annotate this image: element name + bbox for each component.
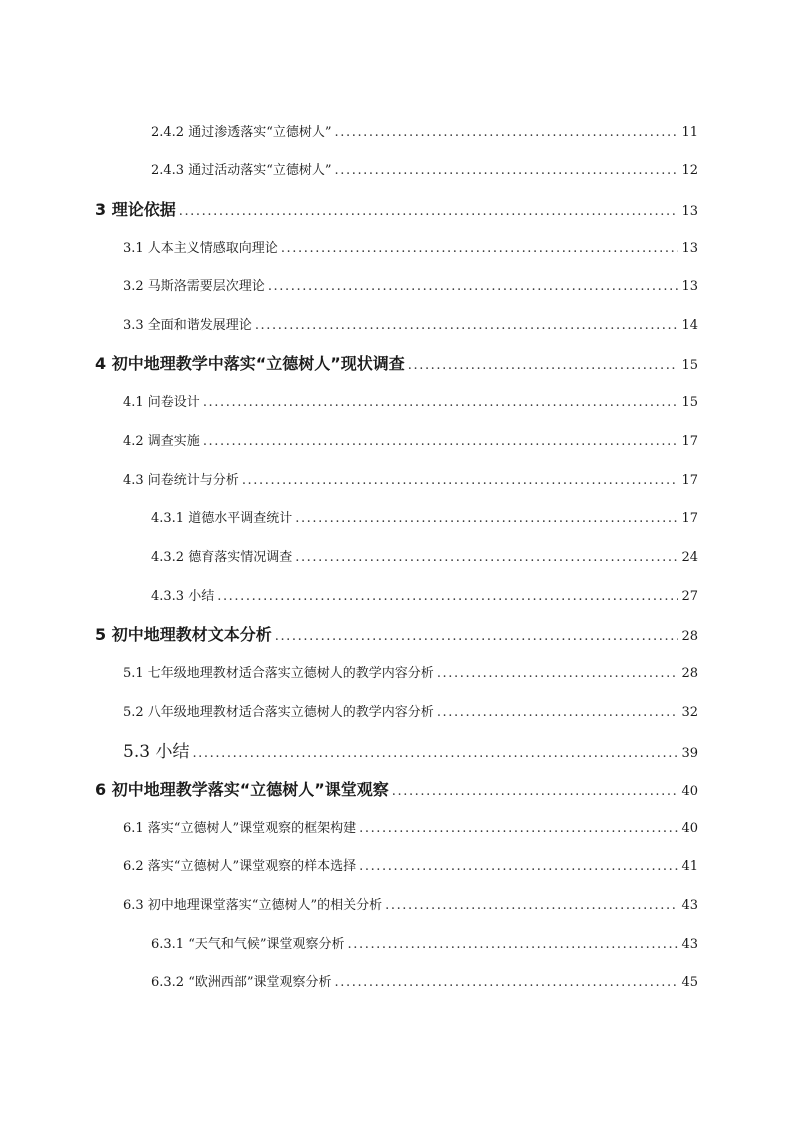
toc-entry[interactable] [123,855,698,874]
toc-entry-label: 5.3 小结 [123,742,190,762]
toc-entry-page: 32 [681,705,698,720]
dot-leader [268,279,679,294]
toc-entry-page: 45 [681,975,698,990]
dot-leader [335,975,679,990]
toc-entry-page: 13 [681,204,698,219]
toc-entry[interactable] [123,314,698,333]
dot-leader [335,163,679,178]
toc-entry[interactable] [123,430,698,449]
dot-leader [275,629,679,644]
toc-entry[interactable] [95,777,698,800]
toc-entry-page: 28 [681,629,698,644]
toc-entry[interactable] [151,546,698,565]
toc-entry[interactable] [95,622,698,645]
toc-entry-label: 3 理论依据 [95,200,176,219]
toc-entry-label: 6.1 落实“立德树人”课堂观察的框架构建 [123,821,357,836]
dot-leader [192,746,678,761]
toc-entry-label: 2.4.2 通过渗透落实“立德树人” [151,125,332,140]
toc-entry-label: 6.3 初中地理课堂落实“立德树人”的相关分析 [123,898,383,913]
toc-entry-page: 24 [681,550,698,565]
toc-entry-label: 6 初中地理教学落实“立德树人”课堂观察 [95,780,389,799]
toc-entry-page: 40 [681,784,698,799]
dot-leader [217,589,678,604]
toc-entry-label: 6.3.1 “天气和气候”课堂观察分析 [151,937,345,952]
dot-leader [242,473,679,488]
toc-entry-page: 41 [681,859,698,874]
toc-entry-page: 28 [681,666,698,681]
dot-leader [385,898,678,913]
toc-entry-label: 3.1 人本主义情感取向理论 [123,241,278,256]
dot-leader [392,784,679,799]
toc-entry-page: 39 [681,746,698,761]
toc-entry-page: 13 [681,241,698,256]
dot-leader [255,318,679,333]
toc-entry-page: 27 [681,589,698,604]
toc-entry-label: 3.3 全面和谐发展理论 [123,318,252,333]
toc-entry-label: 4 初中地理教学中落实“立德树人”现状调查 [95,354,405,373]
dot-leader [179,204,679,219]
toc-entry-label: 5.2 八年级地理教材适合落实立德树人的教学内容分析 [123,705,434,720]
toc-entry[interactable] [123,701,698,720]
dot-leader [359,859,678,874]
toc-entry-page: 40 [681,821,698,836]
toc-entry-page: 11 [681,125,698,140]
dot-leader [437,705,679,720]
toc-entry[interactable] [123,662,698,681]
toc-entry-label: 6.2 落实“立德树人”课堂观察的样本选择 [123,859,357,874]
toc-entry-label: 4.1 问卷设计 [123,395,200,410]
toc-entry-page: 17 [681,434,698,449]
dot-leader [437,666,679,681]
toc-entry-label: 4.3.2 德育落实情况调查 [151,550,293,565]
toc-entry-label: 4.3.3 小结 [151,589,215,604]
toc-entry[interactable] [95,351,698,374]
dot-leader [348,937,679,952]
toc-entry-page: 15 [681,395,698,410]
toc-entry-label: 5 初中地理教材文本分析 [95,625,272,644]
toc-entry-page: 17 [681,473,698,488]
toc-entry[interactable] [123,275,698,294]
dot-leader [295,550,678,565]
toc-entry-label: 3.2 马斯洛需要层次理论 [123,279,265,294]
toc-entry-label: 4.3 问卷统计与分析 [123,473,239,488]
toc-entry-label: 2.4.3 通过活动落实“立德树人” [151,163,332,178]
dot-leader [203,434,679,449]
dot-leader [335,125,679,140]
toc-entry-label: 5.1 七年级地理教材适合落实立德树人的教学内容分析 [123,666,434,681]
toc-entry[interactable] [151,507,698,526]
toc-entry-page: 15 [681,358,698,373]
toc-entry-page: 13 [681,279,698,294]
toc-entry-label: 4.3.1 道德水平调查统计 [151,511,293,526]
toc-entry-label: 4.2 调查实施 [123,434,200,449]
toc-entry[interactable] [123,737,698,762]
toc-entry[interactable] [123,817,698,836]
toc-entry[interactable] [151,971,698,990]
dot-leader [295,511,678,526]
toc-entry[interactable] [123,237,698,256]
toc-entry-page: 17 [681,511,698,526]
toc-entry-page: 43 [681,937,698,952]
toc-entry[interactable] [123,469,698,488]
dot-leader [203,395,679,410]
toc-entry[interactable] [151,933,698,952]
dot-leader [281,241,679,256]
toc-entry[interactable] [151,159,698,178]
toc-entry-page: 12 [681,163,698,178]
toc-entry[interactable] [123,894,698,913]
toc-entry-label: 6.3.2 “欧洲西部”课堂观察分析 [151,975,332,990]
toc-entry[interactable] [95,197,698,220]
toc-entry-page: 43 [681,898,698,913]
toc-entry[interactable] [151,585,698,604]
toc-entry[interactable] [151,121,698,140]
toc-entry[interactable] [123,391,698,410]
dot-leader [408,358,679,373]
toc-entry-page: 14 [681,318,698,333]
dot-leader [359,821,678,836]
